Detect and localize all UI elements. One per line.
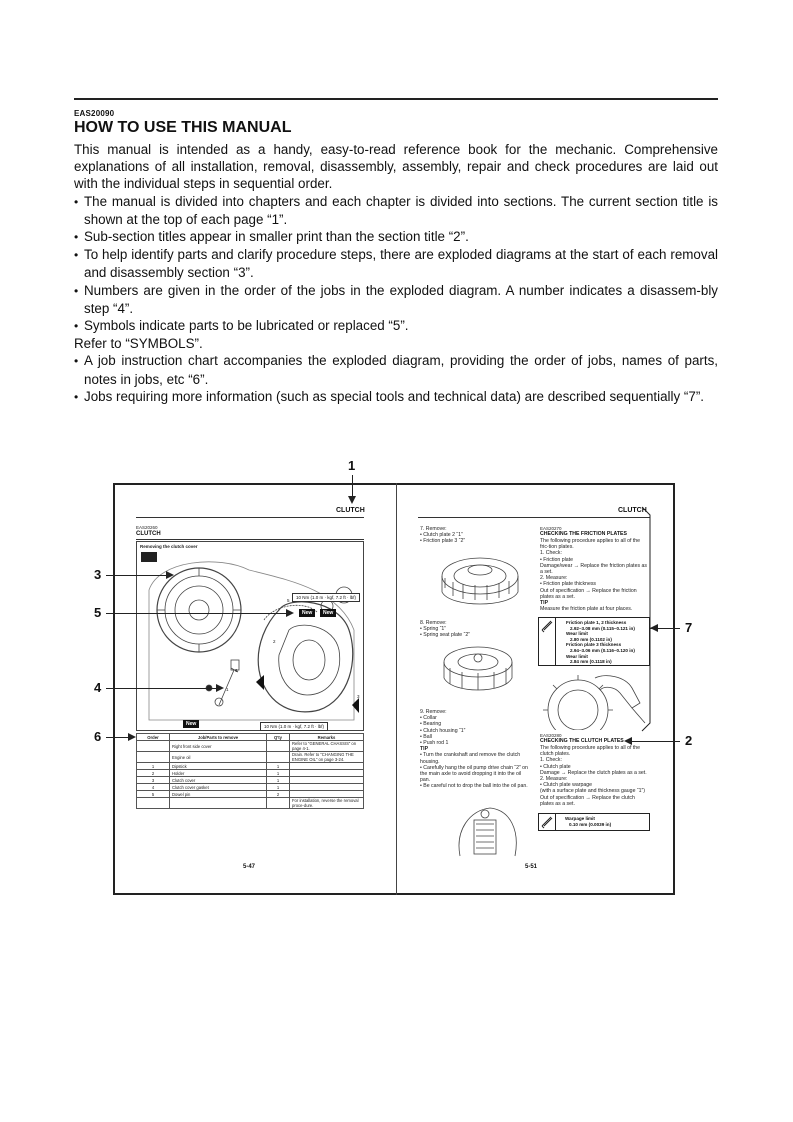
friction-spec-box <box>538 617 650 666</box>
exploded-diagram <box>136 541 364 731</box>
chart-header: Order <box>137 734 170 741</box>
body-text <box>74 141 718 406</box>
spec-line: Warpage limit <box>565 816 595 821</box>
callout-4: 4 <box>94 680 102 695</box>
bullet-item: • Numbers are given in the order of the jobs in the exploded diagram. A number indicates a disassem-bly step “4”. <box>74 282 718 317</box>
callout-7-arrow <box>650 624 658 632</box>
bullet-item: • To help identify parts and clarify procedure steps, there are exploded diagrams at the start of each removal and disassembly section “3”. <box>74 246 718 281</box>
text-line: • Friction plate thickness <box>540 581 597 588</box>
spec-line: 2.84 mm (0.1118 in) <box>570 659 612 665</box>
remove-step-8 <box>420 620 530 639</box>
step-line: 9. Remove: <box>420 709 447 715</box>
clutch-instructions <box>540 745 650 807</box>
text-line: The following procedure applies to all of the fric-tion plates. <box>540 538 641 551</box>
friction-instructions <box>540 538 650 612</box>
chart-cell <box>137 752 170 763</box>
callout-7-bracket <box>640 505 656 735</box>
chart-cell <box>290 791 364 798</box>
spread-divider <box>396 483 397 895</box>
text-line: 1. Check: <box>540 757 562 764</box>
callout-2-line <box>628 741 680 742</box>
section-code: EAS20090 <box>74 109 115 118</box>
torque-label-1: 10 Nm (1.0 m · kgf, 7.2 ft · lbf) <box>292 593 360 602</box>
text-line: (with a surface plate and thickness gauge “1”) <box>540 788 645 795</box>
part-number: 2 <box>273 639 276 644</box>
clutch-plate-drawing <box>425 548 530 616</box>
text-line: • Clutch plate <box>540 763 571 770</box>
bullet-item: • Sub-section titles appear in smaller print than the section title “2”. <box>74 228 718 246</box>
step-line: • Push rod 1 <box>420 740 449 747</box>
friction-code: EAS20270 <box>540 526 562 531</box>
torque-label-2: 10 Nm (1.0 m · kgf, 7.2 ft · lbf) <box>260 722 328 731</box>
chart-header: Q'ty <box>267 734 290 741</box>
text-line: Damage/wear → Replace the friction plates as a set. <box>540 562 647 576</box>
step-line: • Friction plate 3 “2” <box>420 538 466 545</box>
spec-line: Friction plate 3 thickness <box>566 642 622 648</box>
page-title: HOW TO USE THIS MANUAL <box>74 119 292 136</box>
left-page-header: CLUTCH <box>336 507 365 514</box>
table-row <box>137 784 364 791</box>
friction-specs <box>566 620 635 665</box>
left-page-number: 5-47 <box>243 864 256 870</box>
spec-line: Wear limit <box>566 653 588 659</box>
table-row <box>137 741 364 752</box>
callout-7: 7 <box>685 620 693 635</box>
warpage-specs <box>565 816 611 827</box>
right-page-number: 5-51 <box>525 864 538 870</box>
text-line: 2. Measure: <box>540 776 568 783</box>
tip-line: Measure the friction plate at four places. <box>540 606 633 613</box>
caliper-icon <box>539 814 555 830</box>
right-header-rule <box>418 517 650 518</box>
spec-line: 2.80 mm (0.1102 in) <box>570 636 612 642</box>
chart-cell: Dowel pin <box>170 791 267 798</box>
chart-cell: 1 <box>267 784 290 791</box>
spec-line: 0.10 mm (0.0039 in) <box>569 821 612 827</box>
chart-cell <box>290 770 364 777</box>
callout-6: 6 <box>94 729 102 744</box>
step-line: • Bearing <box>420 721 442 728</box>
chart-cell <box>290 777 364 784</box>
chart-cell: Dipstick <box>170 763 267 770</box>
warpage-spec-box <box>538 813 650 831</box>
part-number: 5 <box>287 598 290 603</box>
callout-6-arrow <box>128 733 136 741</box>
part-number: 6 <box>235 668 238 673</box>
text-line: • Clutch plate warpage <box>540 782 592 789</box>
text-line: 1. Check: <box>540 550 562 557</box>
callout-4-line <box>106 688 218 689</box>
tip-label: TIP <box>420 746 429 753</box>
chart-cell: Refer to “GENERAL CHASSIS” on page 4-1. <box>290 741 364 752</box>
clutch-code: EAS20280 <box>540 733 562 738</box>
remove-step-9 <box>420 709 530 790</box>
chart-cell: 2 <box>137 770 170 777</box>
chart-cell <box>267 741 290 752</box>
text-line: 2. Measure: <box>540 575 568 582</box>
tip-line: • Carefully hang the oil pump drive chain “2” on the main axle to avoid dropping it into the oil pan. <box>420 764 528 784</box>
remove-step-7 <box>420 526 530 545</box>
table-row <box>137 791 364 798</box>
chart-cell: 1 <box>267 770 290 777</box>
clutch-housing-drawing <box>430 800 530 858</box>
chart-cell <box>290 763 364 770</box>
chart-cell: 4 <box>137 784 170 791</box>
chart-cell: 3 <box>137 777 170 784</box>
chart-cell <box>267 752 290 763</box>
step-line: • Clutch housing “1” <box>420 727 466 734</box>
chart-cell: Clutch cover gasket <box>170 784 267 791</box>
chart-cell <box>170 798 267 809</box>
left-section-title: CLUTCH <box>136 531 161 537</box>
step-line: • Spring seat plate “2” <box>420 632 470 639</box>
chart-header: Job/Parts to remove <box>170 734 267 741</box>
intro-paragraph: This manual is intended as a handy, easy-to-read reference book for the mechanic. Comprehensive explanations of all installation, removal, disassembly, assembly, repair and check procedures are laid out with the individual steps in sequential order. <box>74 142 718 192</box>
spec-icon-cell <box>539 814 556 830</box>
job-instruction-chart <box>136 733 364 809</box>
part-number: 3 <box>357 694 360 699</box>
new-badge-1: New <box>299 609 315 617</box>
left-header-rule <box>136 517 364 518</box>
table-row <box>137 763 364 770</box>
bullet-item: • A job instruction chart accompanies the exploded diagram, providing the order of jobs, names of parts, notes in jobs, etc “6”. <box>74 352 718 387</box>
subsection-friction-title: CHECKING THE FRICTION PLATES <box>540 531 627 537</box>
friction-plate-measure-drawing <box>540 668 650 730</box>
callout-1: 1 <box>348 458 356 473</box>
chart-header: Remarks <box>290 734 364 741</box>
chart-cell <box>137 741 170 752</box>
chart-cell: Clutch cover <box>170 777 267 784</box>
step-line: • Clutch plate 2 “1” <box>420 532 463 539</box>
chart-cell <box>137 798 170 809</box>
callout-3-line <box>106 575 168 576</box>
tip-label: TIP <box>540 600 549 607</box>
spec-line: 2.92–3.08 mm (0.115–0.121 in) <box>570 625 635 631</box>
table-row <box>137 777 364 784</box>
step-line: 8. Remove: <box>420 620 447 626</box>
text-line: Out of specification → Replace the clutch plates as a set. <box>540 794 635 807</box>
refer-symbols: Refer to “SYMBOLS”. <box>74 336 203 352</box>
bullet-item: • Symbols indicate parts to be lubricated or replaced “5”. <box>74 317 718 335</box>
table-row <box>137 798 364 809</box>
callout-3-arrow <box>166 571 174 579</box>
right-page-header: CLUTCH <box>618 507 647 514</box>
left-section-rule <box>136 539 364 540</box>
chart-cell: 1 <box>137 763 170 770</box>
chart-cell: 5 <box>137 791 170 798</box>
left-section-code: EAS20260 <box>136 525 158 530</box>
text-line: • Friction plate <box>540 556 573 563</box>
callout-5: 5 <box>94 605 102 620</box>
bullet-item: • Jobs requiring more information (such as special tools and technical data) are described sequentially “7”. <box>74 388 718 406</box>
chart-cell: 2 <box>267 791 290 798</box>
chart-cell: For installation, reverse the removal proce-dure. <box>290 798 364 809</box>
chart-cell <box>290 784 364 791</box>
callout-5-line <box>106 613 288 614</box>
text-line: Damage → Replace the clutch plates as a set. <box>540 769 647 776</box>
chart-cell: Holder <box>170 770 267 777</box>
part-number: 1 <box>226 687 229 692</box>
table-row <box>137 752 364 763</box>
spec-icon-cell <box>539 618 556 665</box>
spec-line: 2.94–3.06 mm (0.116–0.120 in) <box>570 647 635 653</box>
chart-cell: Drain. Refer to “CHANGING THE ENGINE OIL” on page 3-24. <box>290 752 364 763</box>
text-line: The following procedure applies to all of the clutch plates. <box>540 745 641 758</box>
table-row <box>137 770 364 777</box>
callout-3: 3 <box>94 567 102 582</box>
caliper-icon <box>539 618 555 634</box>
step-line: • Spring “1” <box>420 626 447 633</box>
step-line: • Collar <box>420 715 437 722</box>
step-line: • Ball <box>420 733 432 740</box>
header-rule <box>74 98 718 100</box>
callout-2: 2 <box>685 733 693 748</box>
chart-cell: 1 <box>267 763 290 770</box>
new-badge-3: New <box>183 720 199 728</box>
callout-2-arrow <box>624 737 632 745</box>
chart-cell <box>267 798 290 809</box>
bullet-item: • The manual is divided into chapters and each chapter is divided into sections. The current section title is shown at the top of each page “1”. <box>74 193 718 228</box>
callout-4-arrow <box>216 684 224 692</box>
chart-cell: Engine oil <box>170 752 267 763</box>
text-line: Out of specification → Replace the friction plates as a set. <box>540 587 637 600</box>
spec-line: Friction plate 1, 2 thickness <box>566 620 627 625</box>
subsection-clutch-title: CHECKING THE CLUTCH PLATES <box>540 738 624 744</box>
clutch-spring-drawing <box>430 640 530 702</box>
spec-line: Wear limit <box>566 631 588 637</box>
new-badge-2: New <box>320 609 336 617</box>
callout-5-arrow <box>286 609 294 617</box>
step-line: 7. Remove: <box>420 526 447 532</box>
chart-cell: Right front side cover <box>170 741 267 752</box>
callout-6-line <box>106 737 130 738</box>
chart-cell: 1 <box>267 777 290 784</box>
tip-line: • Be careful not to drop the ball into the oil pan. <box>420 783 528 790</box>
diagram-subsection: Removing the clutch cover <box>140 544 198 549</box>
tip-line: • Turn the crankshaft and remove the clutch housing. <box>420 752 521 765</box>
